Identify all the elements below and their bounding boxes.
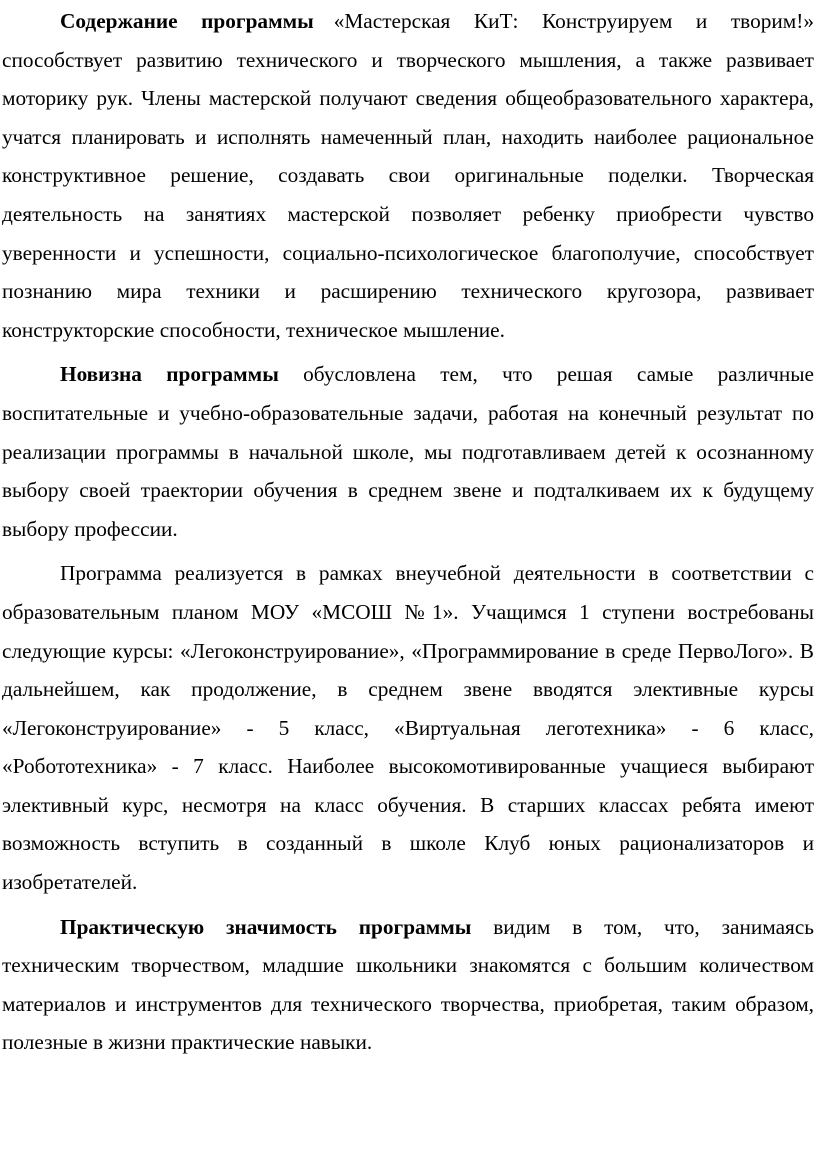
heading-novelty: Новизна программы [60, 362, 279, 387]
paragraph-practical-significance [2, 908, 814, 1062]
heading-content-program: Содержание программы [60, 9, 314, 33]
paragraph-content [2, 2, 814, 349]
paragraph-content-text: «Мастерская КиТ: Конструируем и творим!» способствует развитию технического и творческого мышления, а также развивает моторику рук. Члены мастерской получают сведения общеобразовательного характера, учатся планировать и исполнять намеченный план, находить наиболее рациональное конструктивное решение, создавать свои оригинальные поделки. Творческая деятельность на занятиях мастерской позволяет ребенку приобрести чувство уверенности и успешности, социально-психологическое благополучие, способствует познанию мира техники и расширению технического кругозора, развивает конструкторские способности, техническое мышление. [2, 9, 814, 342]
paragraph-implementation [2, 554, 814, 901]
heading-practical-significance: Практическую значимость программы [60, 914, 472, 939]
paragraph-implementation-text: Программа реализуется в рамках внеучебной деятельности в соответствии с образовательным планом МОУ «МСОШ №1». Учащимся 1 ступени востребованы следующие курсы: «Легоконструирование», «Программирование в среде ПервоЛого». В дальнейшем, как продолжение, в среднем звене вводятся элективные курсы «Легоконструирование» - 5 класс, «Виртуальная леготехника» - 6 класс, «Робототехника» - 7 класс. Наиболее высокомотивированные учащиеся выбирают элективный курс, несмотря на класс обучения. В старших классах ребята имеют возможность вступить в созданный в школе Клуб юных рационализаторов и изобретателей. [2, 561, 814, 895]
paragraph-practical-significance-text: видим в том, что, занимаясь техническим творчеством, младшие школьники знакомятся с большим количеством материалов и инструментов для технического творчества, приобретая, таким образом, полезные в жизни практические навыки. [2, 914, 815, 1055]
paragraph-novelty-text: обусловлена тем, что решая самые различные воспитательные и учебно-образовательные задачи, работая на конечный результат по реализации программы в начальной школе, мы подготавливаем детей к осознанному выбору своей траектории обучения в среднем звене и подталкиваем их к будущему выбору профессии. [2, 362, 815, 541]
paragraph-novelty [2, 355, 814, 548]
